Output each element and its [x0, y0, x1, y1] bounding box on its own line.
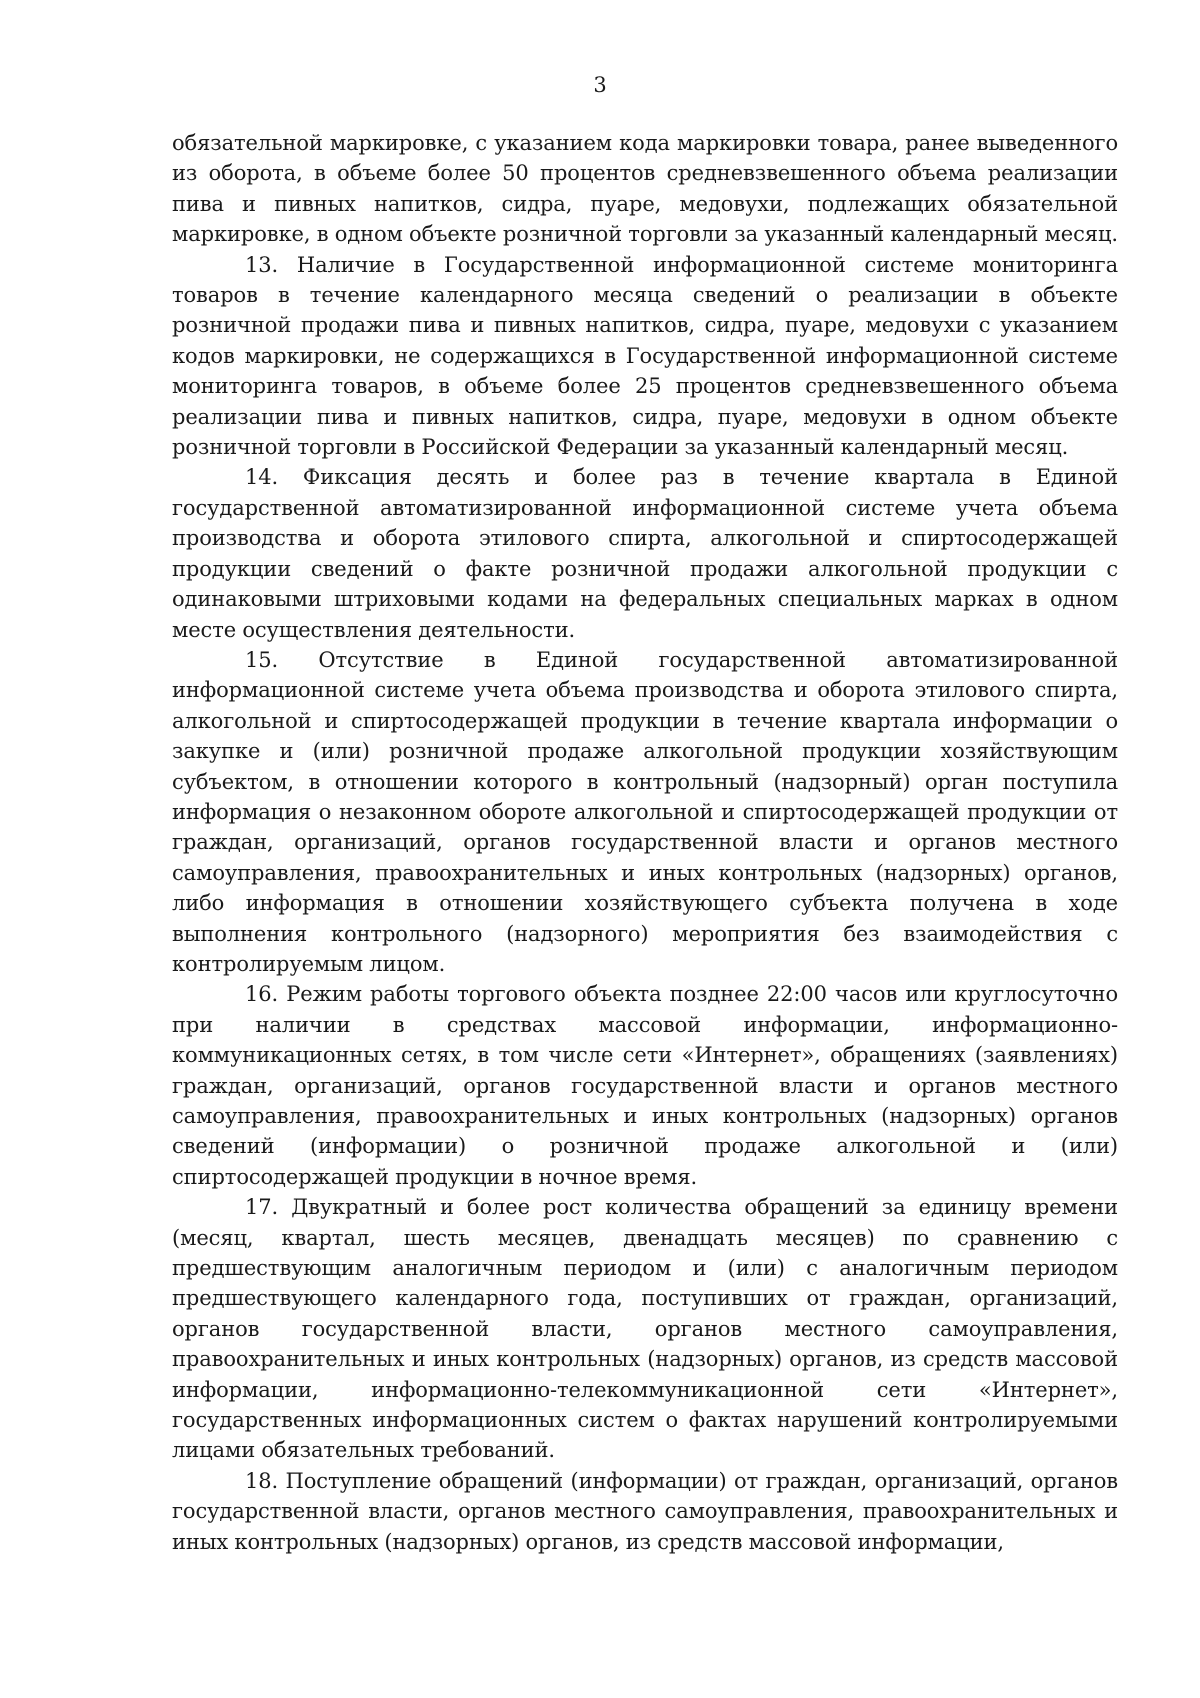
paragraph-item-17: 17. Двукратный и более рост количества обращений за единицу времени (месяц, квартал, шесть месяцев, двенадцать месяцев) по сравнению с предшествующим аналогичным периодом и (или) с аналогичным периодом предшествующего календарного года, поступивших от граждан, организаций, органов государственной власти, органов местного самоуправления, правоохранительных и иных контрольных (надзорных) органов, из средств массовой информации, информационно-телекоммуникационной сети «Интернет», государственных информационных систем о фактах нарушений контролируемыми лицами обязательных требований. [172, 1195, 1118, 1463]
paragraph-item-18: 18. Поступление обращений (информации) от граждан, организаций, органов государственной власти, органов местного самоуправления, правоохранительных и иных контрольных (надзорных) органов, из средств массовой информации, [172, 1468, 1118, 1554]
page-number: 3 [593, 73, 607, 97]
paragraph-item-14: 14. Фиксация десять и более раз в течение квартала в Единой государственной автоматизированной информационной системе учета объема производства и оборота этилового спирта, алкогольной и спиртосодержащей продукции сведений о факте розничной продажи алкогольной продукции с одинаковыми штриховыми кодами на федеральных специальных марках в одном месте осуществления деятельности. [172, 465, 1118, 642]
document-body [172, 128, 1118, 1557]
paragraph-item-13: 13. Наличие в Государственной информационной системе мониторинга товаров в течение календарного месяца сведений о реализации в объекте розничной продажи пива и пивных напитков, сидра, пуаре, медовухи с указанием кодов маркировки, не содержащихся в Государственной информационной системе мониторинга товаров, в объеме более 25 процентов средневзвешенного объема реализации пива и пивных напитков, сидра, пуаре, медовухи в одном объекте розничной торговли в Российской Федерации за указанный календарный месяц. [172, 252, 1118, 460]
paragraph-item-15: 15. Отсутствие в Единой государственной автоматизированной информационной системе учета объема производства и оборота этилового спирта, алкогольной и спиртосодержащей продукции в течение квартала информации о закупке и (или) розничной продаже алкогольной продукции хозяйствующим субъектом, в отношении которого в контрольный (надзорный) орган поступила информация о незаконном обороте алкогольной и спиртосодержащей продукции от граждан, организаций, органов государственной власти и органов местного самоуправления, правоохранительных и иных контрольных (надзорных) органов, либо информация в отношении хозяйствующего субъекта получена в ходе выполнения контрольного (надзорного) мероприятия без взаимодействия с контролируемым лицом. [172, 647, 1118, 976]
paragraph-item-16: 16. Режим работы торгового объекта позднее 22:00 часов или круглосуточно при наличии в средствах массовой информации, информационно-коммуникационных сетях, в том числе сети «Интернет», обращениях (заявлениях) граждан, организаций, органов государственной власти и органов местного самоуправления, правоохранительных и иных контрольных (надзорных) органов сведений (информации) о розничной продаже алкогольной и (или) спиртосодержащей продукции в ночное время. [172, 982, 1118, 1189]
paragraph-continuation: обязательной маркировке, с указанием кода маркировки товара, ранее выведенного из оборота, в объеме более 50 процентов средневзвешенного объема реализации пива и пивных напитков, сидра, пуаре, медовухи, подлежащих обязательной маркировке, в одном объекте розничной торговли за указанный календарный месяц. [172, 131, 1118, 247]
